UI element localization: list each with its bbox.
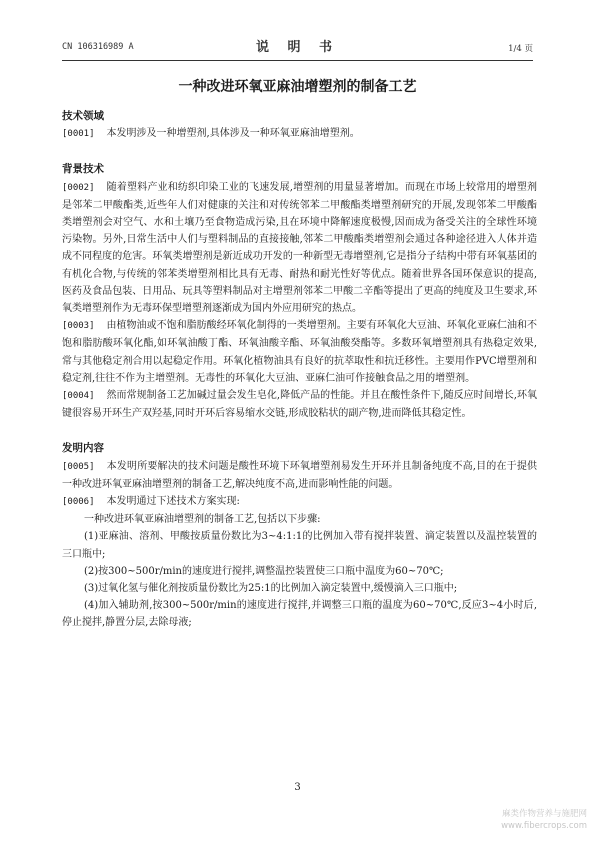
process-intro: 一种改进环氧亚麻油增塑剂的制备工艺,包括以下步骤: xyxy=(84,514,321,526)
paragraph-number: [0004] xyxy=(62,391,95,402)
watermark-url: www.fibercrops.com xyxy=(501,821,587,831)
page-indicator: 1/4 页 xyxy=(508,44,533,54)
paragraph-number: [0005] xyxy=(62,461,95,472)
patent-title: 一种改进环氧亚麻油增塑剂的制备工艺 xyxy=(178,79,417,95)
paragraph-text: 本发明所要解决的技术问题是酸性环境下环氧增塑剂易发生开环并且制备纯度不高,目的在于提供一种改进环氧亚麻油增塑剂的制备工艺,解决纯度不高,进而影响性能的问题。 xyxy=(62,460,537,490)
document-type-title: 说 明 书 xyxy=(255,40,340,55)
section-heading-invention: 发明内容 xyxy=(62,442,104,455)
section-heading-tech-field: 技术领域 xyxy=(62,110,104,122)
paragraph-text: 本发明通过下述技术方案实现: xyxy=(106,496,240,508)
document-body xyxy=(62,108,537,632)
process-step: (3)过氧化氢与催化剂按质量份数比为25:1的比例加入滴定装置中,缓慢滴入三口瓶中; xyxy=(84,583,458,595)
process-step: (1)亚麻油、溶剂、甲酸按质量份数比为3~4:1:1的比例加入带有搅拌装置、滴定装置以及温控装置的三口瓶中; xyxy=(62,531,537,560)
paragraph-number: [0001] xyxy=(62,129,95,140)
page-number: 3 xyxy=(294,782,301,793)
paragraph xyxy=(62,125,537,143)
paragraph xyxy=(62,458,537,493)
paragraph-number: [0006] xyxy=(62,497,95,508)
publication-number: CN 106316989 A xyxy=(62,42,134,52)
watermark-name: 麻类作物营养与施肥网 xyxy=(501,809,587,819)
process-step: (4)加入辅助剂,按300~500r/min的速度进行搅拌,并调整三口瓶的温度为60~70℃,反应3~4小时后,停止搅拌,静置分层,去除母液; xyxy=(62,600,537,629)
page-header xyxy=(62,36,533,56)
paragraph-text: 随着塑料产业和纺织印染工业的飞速发展,增塑剂的用量显著增加。而现在市场上较常用的增塑剂是邻苯二甲酸酯类,近些年人们对健康的关注和对传统邻苯二甲酸酯类增塑剂研究的开展,发现邻苯二甲酸酯类增塑剂会对空气、水和土壤乃至食物造成污染,且在环境中降解速度极慢,因而成为备受关注的全球性环境污染物。另外,日常生活中人们与塑料制品的直接接触,邻苯二甲酸酯类增塑剂会通过各种途径进入人体并造成不同程度的危害。环氧类增塑剂是新近成功开发的一种新型无毒增塑剂,它是指分子结构中带有环氧基团的有机化合物,与传统的邻苯类增塑剂相比具有无毒、耐热和耐光性好等优点。随着世界各国环保意识的提高,医药及食品包装、日用品、玩具等塑料制品对主增塑剂邻苯二甲酸二辛酯等提出了更高的纯度及卫生要求,环氧类增塑剂作为无毒环保型增塑剂逐渐成为国内外应用研究的热点。 xyxy=(62,181,537,315)
paragraph xyxy=(62,179,537,318)
paragraph-number: [0003] xyxy=(62,321,95,332)
section-heading-background: 背景技术 xyxy=(62,163,104,176)
paragraph-text: 由植物油或不饱和脂肪酸经环氧化制得的一类增塑剂。主要有环氧化大豆油、环氧化亚麻仁油和不饱和脂肪酸环氧化酯,如环氧油酸丁酯、环氧油酸辛酯、环氧油酸癸酯等。多数环氧增塑剂具有热稳定效果,常与其他稳定剂合用以起稳定作用。环氧化植物油具有良好的抗萃取性和抗迁移性。主要用作PVC增塑剂和稳定剂,往往不作为主增塑剂。无毒性的环氧化大豆油、亚麻仁油可作接触食品之用的增塑剂。 xyxy=(62,320,537,384)
watermark xyxy=(501,808,587,832)
process-step: (2)按300~500r/min的速度进行搅拌,调整温控装置使三口瓶中温度为60~70℃; xyxy=(84,565,444,577)
paragraph xyxy=(62,493,537,511)
paragraph-text: 然而常规制备工艺加碱过量会发生皂化,降低产品的性能。并且在酸性条件下,随反应时间增长,环氧键很容易开环生产双羟基,同时开环后容易缩水交链,形成胶粘状的副产物,进而降低其稳定性。 xyxy=(62,390,537,420)
paragraph xyxy=(62,317,537,387)
paragraph xyxy=(62,387,537,422)
header-rule xyxy=(62,60,533,61)
paragraph-number: [0002] xyxy=(62,182,95,193)
paragraph-text: 本发明涉及一种增塑剂,具体涉及一种环氧亚麻油增塑剂。 xyxy=(106,128,360,140)
